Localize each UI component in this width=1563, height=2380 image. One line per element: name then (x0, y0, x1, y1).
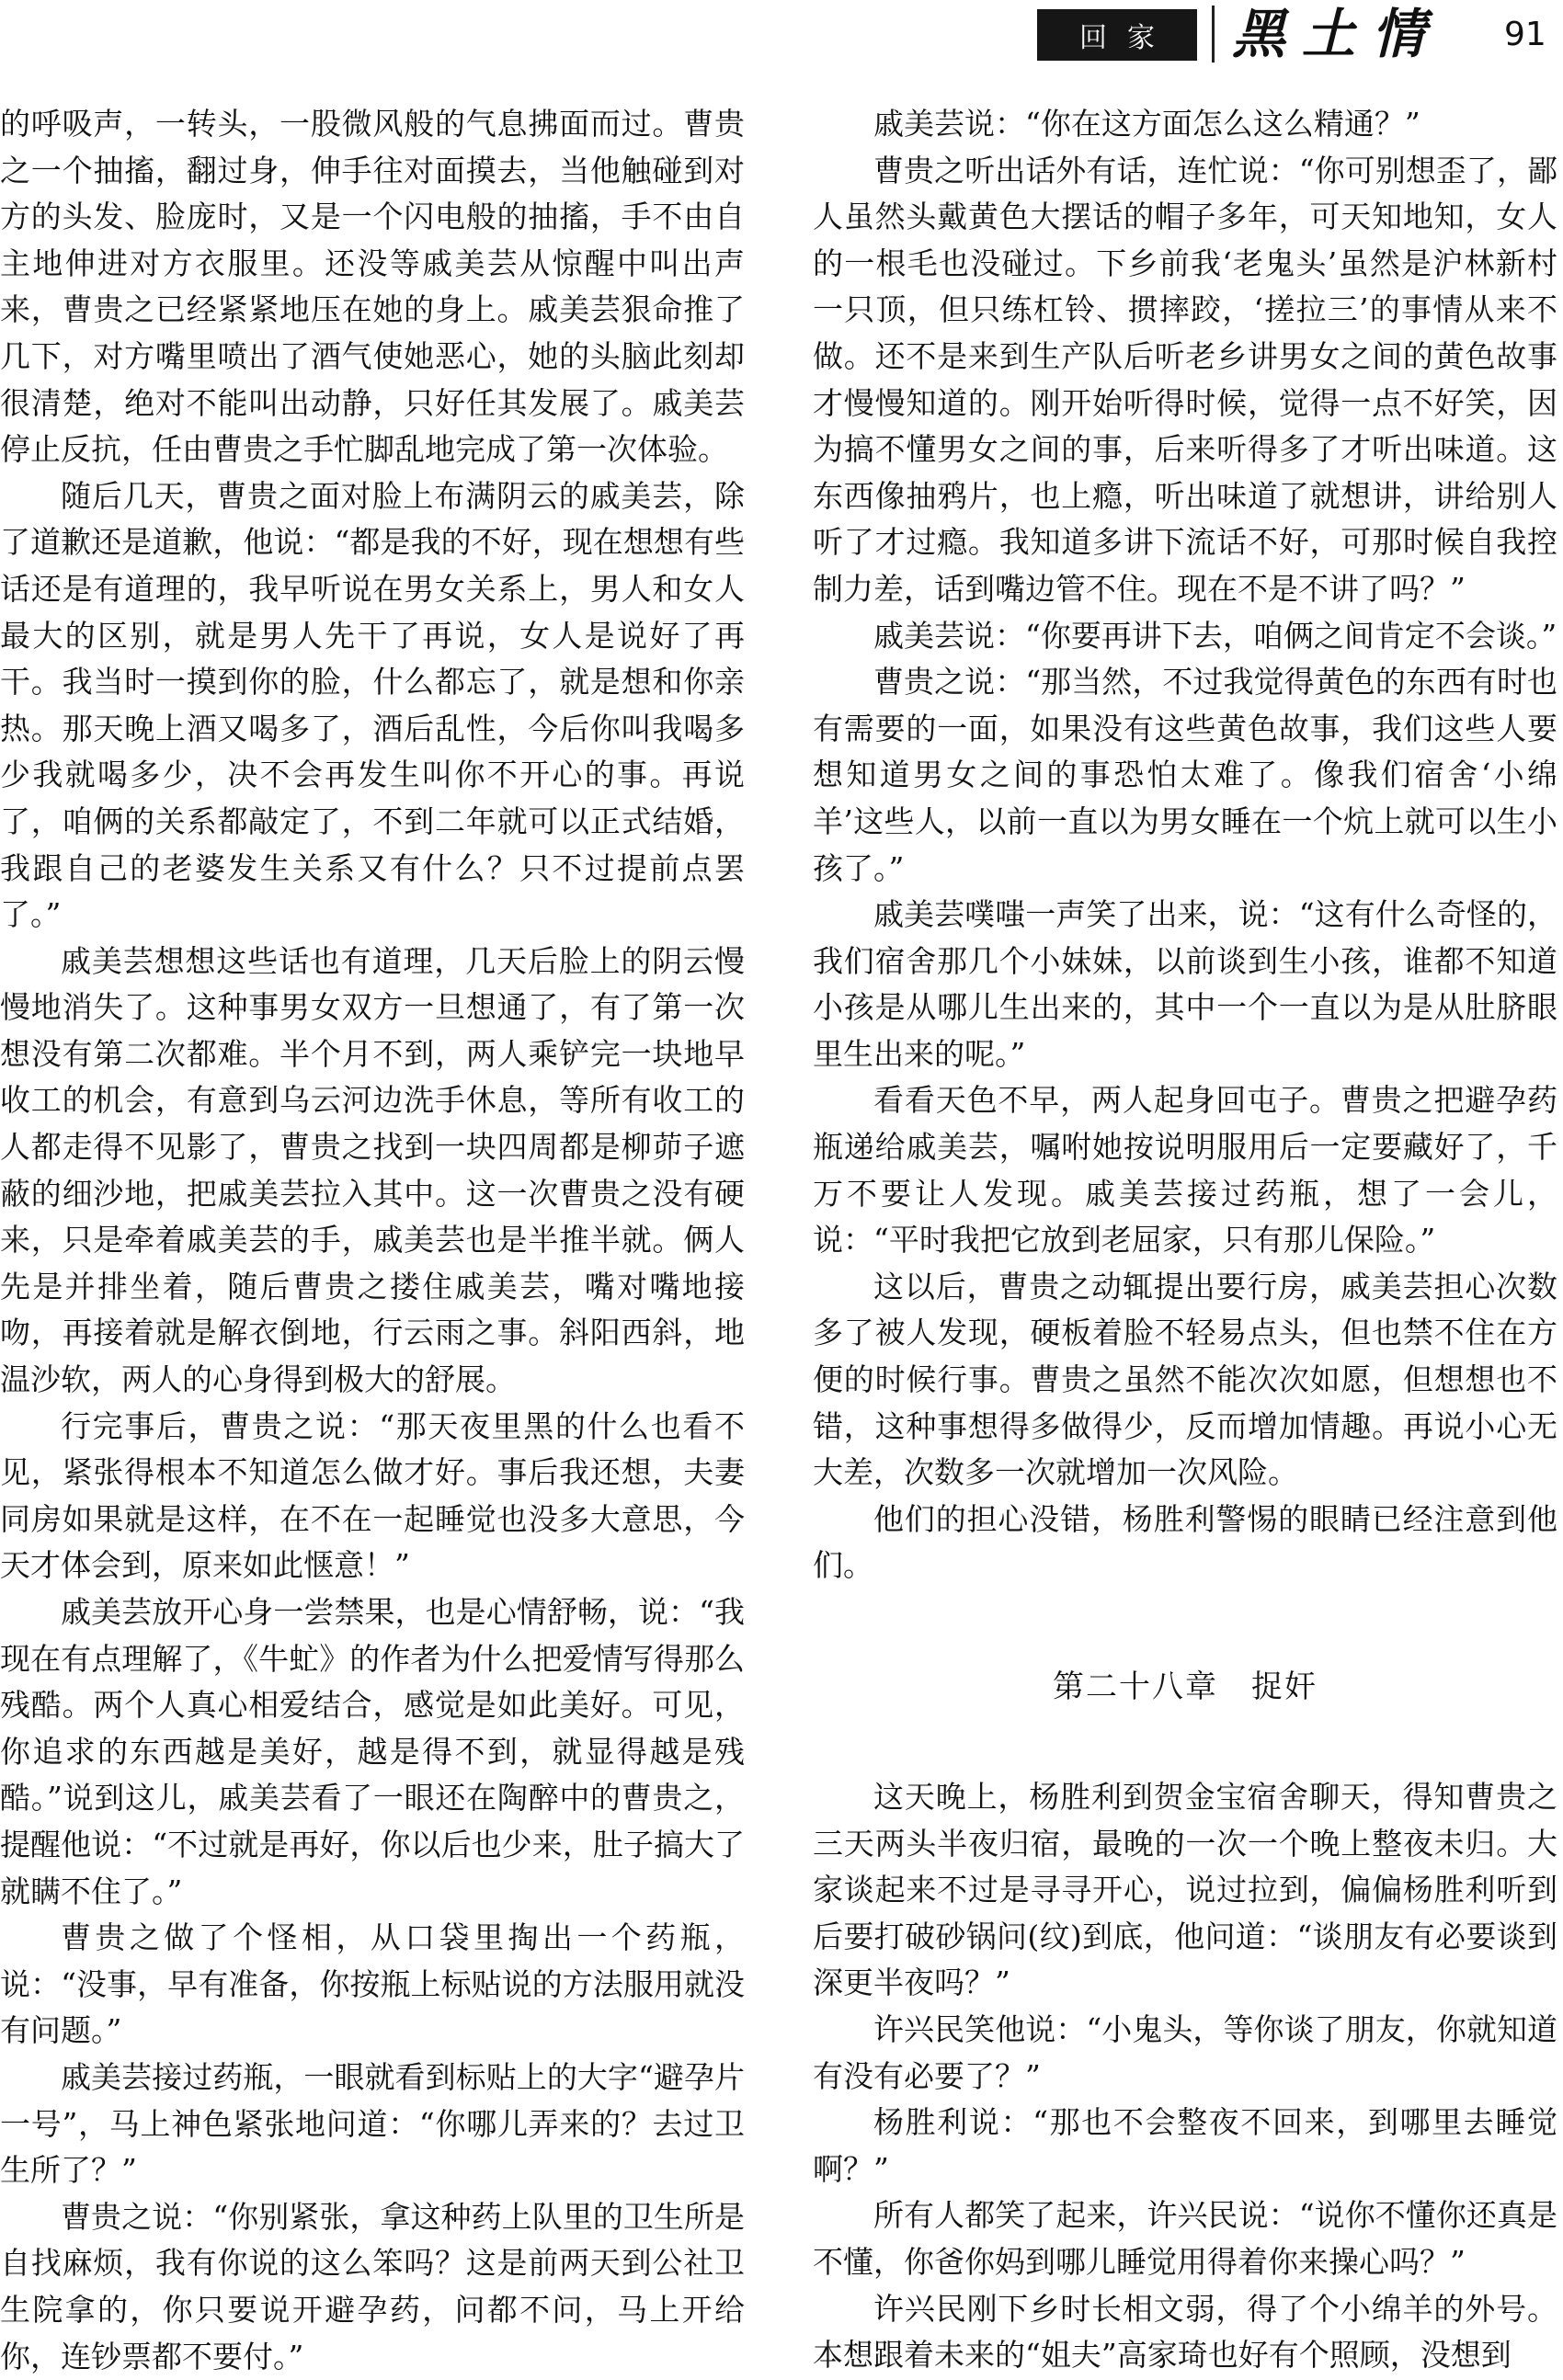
magazine-logo: 黑土情 (1232, 3, 1443, 65)
paragraph: 随后几天，曹贵之面对脸上布满阴云的戚美芸，除了道歉还是道歉，他说：“都是我的不好，现在想想有些话还是有道理的，我早听说在男女关系上，男人和女人最大的区别，就是男人先干了再说，女人是说好了再干。我当时一摸到你的脸，什么都忘了，就是想和你亲热。那天晚上酒又喝多了，酒后乱性，今后你叫我喝多少我就喝多少，决不会再发生叫你不开心的事。再说了，咱俩的关系都敲定了，不到二年就可以正式结婚，我跟自己的老婆发生关系又有什么？只不过提前点罢了。” (0, 477, 745, 933)
paragraph: 戚美芸说：“你要再讲下去，咱俩之间肯定不会谈。” (873, 617, 1557, 654)
paragraph: 杨胜利说：“那也不会整夜不回来，到哪里去睡觉啊？” (813, 2104, 1557, 2187)
paragraph: 戚美芸放开心身一尝禁果，也是心情舒畅，说：“我现在有点理解了，《牛虻》的作者为什么把爱情写得那么残酷。两个人真心相爱结合，感觉是如此美好。可见，你追求的东西越是美好，越是得不到，就显得越是残酷。”说到这儿，戚美芸看了一眼还在陶醉中的曹贵之，提醒他说：“不过就是再好，你以后也少来，肚子搞大了就瞒不住了。” (0, 1594, 745, 1909)
right-column (813, 101, 1557, 2379)
paragraph: 曹贵之说：“你别紧张，拿这种药上队里的卫生所是自找麻烦，我有你说的这么笨吗？这是前两天到公社卫生院拿的，你只要说开避孕药，问都不问，马上开给你，连钞票都不要付。” (0, 2198, 745, 2374)
paragraph: 曹贵之听出话外有话，连忙说：“你可别想歪了，鄙人虽然头戴黄色大摆话的帽子多年，可天知地知，女人的一根毛也没碰过。下乡前我‘老鬼头’虽然是沪林新村一只顶，但只练杠铃、掼摔跤，‘搓拉三’的事情从来不做。还不是来到生产队后听老乡讲男女之间的黄色故事才慢慢知道的。刚开始听得时候，觉得一点不好笑，因为搞不懂男女之间的事，后来听得多了才听出味道。这东西像抽鸦片，也上瘾，听出味道了就想讲，讲给别人听了才过瘾。我知道多讲下流话不好，可那时候自我控制力差，话到嘴边管不住。现在不是不讲了吗？” (813, 152, 1557, 607)
page-number: 91 (1504, 16, 1546, 53)
paragraph: 这以后，曹贵之动辄提出要行房，戚美芸担心次数多了被人发现，硬板着脸不轻易点头，但也禁不住在方便的时候行事。曹贵之虽然不能次次如愿，但想想也不错，这种事想得多做得少，反而增加情趣。再说小心无大差，次数多一次就增加一次风险。 (813, 1268, 1557, 1491)
paragraph: 的呼吸声，一转头，一股微风般的气息拂面而过。曹贵之一个抽搐，翻过身，伸手往对面摸去，当他触碰到对方的头发、脸庞时，又是一个闪电般的抽搐，手不由自主地伸进对方衣服里。还没等戚美芸从惊醒中叫出声来，曹贵之已经紧紧地压在她的身上。戚美芸狠命推了几下，对方嘴里喷出了酒气使她恶心，她的头脑此刻却很清楚，绝对不能叫出动静，只好任其发展了。戚美芸停止反抗，任由曹贵之手忙脚乱地完成了第一次体验。 (0, 106, 745, 468)
paragraph: 曹贵之做了个怪相，从口袋里掏出一个药瓶，说：“没事，早有准备，你按瓶上标贴说的方法服用就没有问题。” (0, 1919, 745, 2049)
chapter-heading: 第二十八章 捉奸 (1053, 1668, 1318, 1705)
paragraph: 曹贵之说：“那当然，不过我觉得黄色的东西有时也有需要的一面，如果没有这些黄色故事，我们这些人要想知道男女之间的事恐怕太难了。像我们宿舍‘小绵羊’这些人，以前一直以为男女睡在一个炕上就可以生小孩了。” (813, 664, 1557, 886)
left-column (0, 101, 745, 2380)
paragraph: 戚美芸说：“你在这方面怎么这么精通？” (873, 106, 1420, 142)
paragraph: 所有人都笑了起来，许兴民说：“说你不懂你还真是不懂，你爸你妈到哪儿睡觉用得着你来操心吗？” (813, 2197, 1557, 2280)
paragraph: 戚美芸想想这些话也有道理，几天后脸上的阴云慢慢地消失了。这种事男女双方一旦想通了，有了第一次想没有第二次都难。半个月不到，两人乘铲完一块地早收工的机会，有意到乌云河边洗手休息，等所有收工的人都走得不见影了，曹贵之找到一块四周都是柳茆子遮蔽的细沙地，把戚美芸拉入其中。这一次曹贵之没有硬来，只是牵着戚美芸的手，戚美芸也是半推半就。俩人先是并排坐着，随后曹贵之搂住戚美芸，嘴对嘴地接吻，再接着就是解衣倒地，行云雨之事。斜阳西斜，地温沙软，两人的心身得到极大的舒展。 (0, 942, 745, 1398)
paragraph: 许兴民笑他说：“小鬼头，等你谈了朋友，你就知道有没有必要了？” (813, 2010, 1557, 2094)
header-divider (1212, 6, 1215, 63)
paragraph: 这天晚上，杨胜利到贺金宝宿舍聊天，得知曹贵之三天两头半夜归宿，最晚的一次一个晚上整夜未归。大家谈起来不过是寻寻开心，说过拉到，偏偏杨胜利听到后要打破砂锅问(纹)到底，他问道：“谈朋友有必要谈到深更半夜吗？” (813, 1779, 1557, 2001)
section-label: 回家 (1037, 9, 1197, 61)
paragraph: 戚美芸接过药瓶，一眼就看到标贴上的大字“避孕片一号”，马上神色紧张地问道：“你哪儿弄来的？去过卫生所了？” (0, 2058, 745, 2189)
paragraph: 看看天色不早，两人起身回屯子。曹贵之把避孕药瓶递给戚美芸，嘱咐她按说明服用后一定要藏好了，千万不要让人发现。戚美芸接过药瓶，想了一会儿，说：“平时我把它放到老屈家，只有那儿保险。” (813, 1082, 1557, 1258)
paragraph: 许兴民刚下乡时长相文弱，得了个小绵羊的外号。本想跟着未来的“姐夫”高家琦也好有个照顾，没想到 (813, 2290, 1557, 2374)
paragraph: 行完事后，曹贵之说：“那天夜里黑的什么也看不见，紧张得根本不知道怎么做才好。事后我还想，夫妻同房如果就是这样，在不在一起睡觉也没多大意思，今天才体会到，原来如此惬意！” (0, 1407, 745, 1584)
paragraph: 戚美芸噗嗤一声笑了出来，说：“这有什么奇怪的，我们宿舍那几个小妹妹，以前谈到生小孩，谁都不知道小孩是从哪儿生出来的，其中一个一直以为是从肚脐眼里生出来的呢。” (813, 896, 1557, 1072)
paragraph: 他们的担心没错，杨胜利警惕的眼睛已经注意到他们。 (813, 1500, 1557, 1584)
